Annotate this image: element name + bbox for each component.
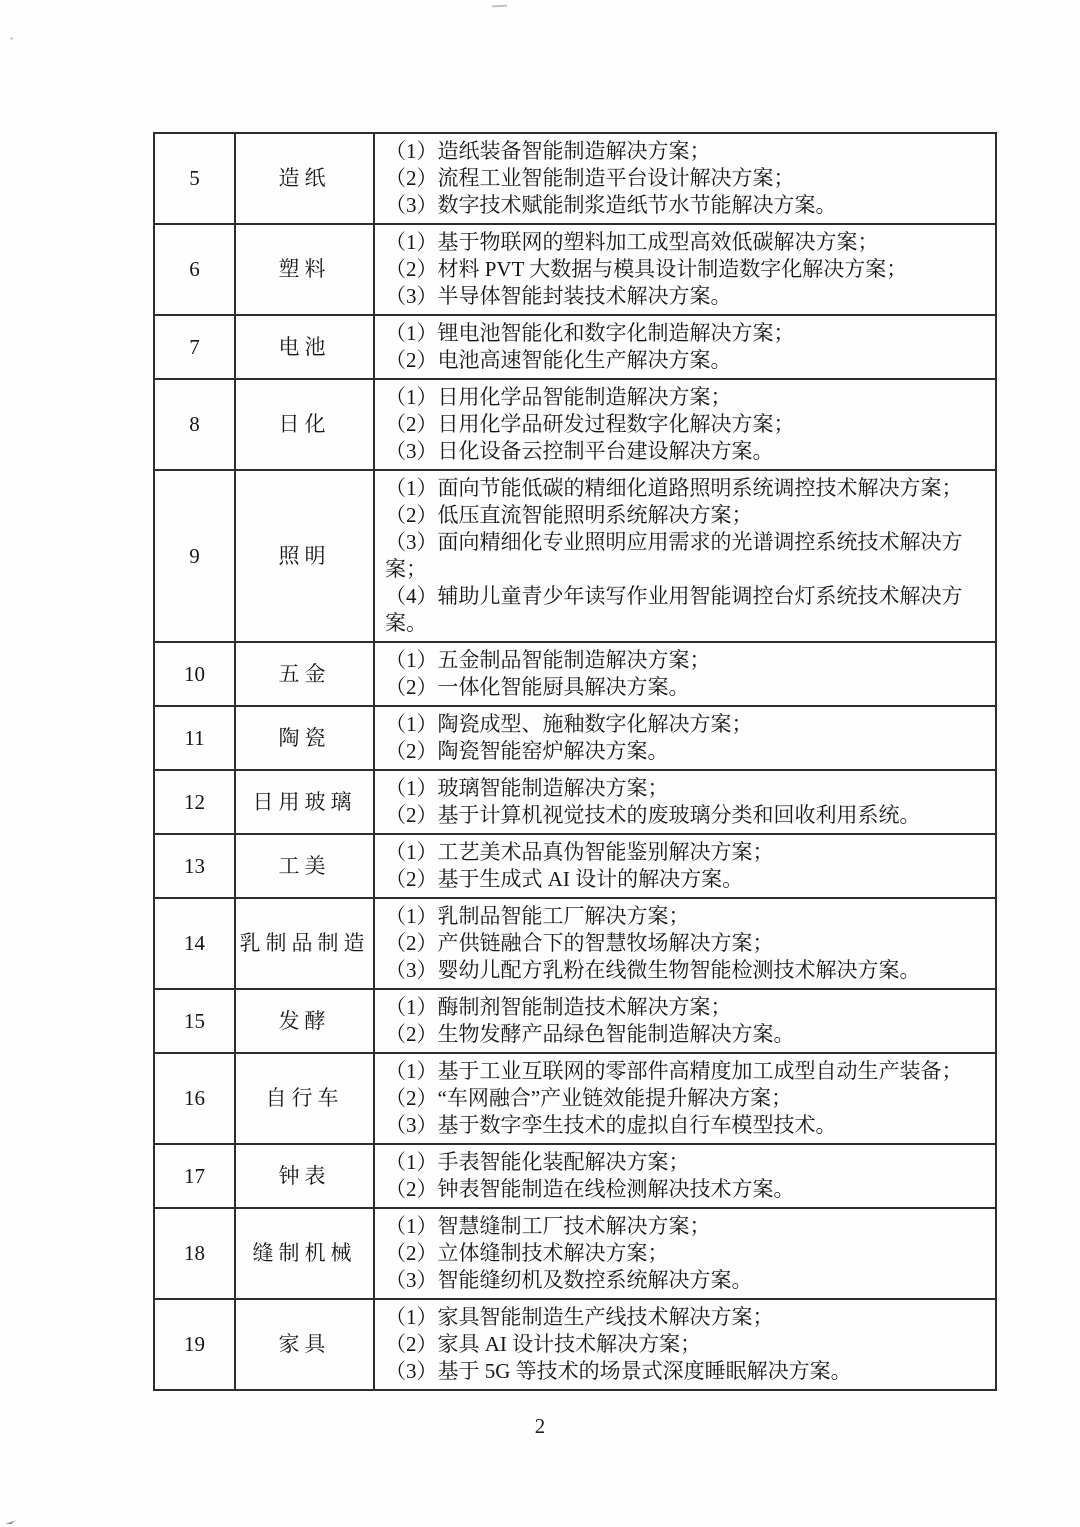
row-number: 12: [154, 770, 235, 834]
solution-item: （1）乳制品智能工厂解决方案；: [385, 904, 690, 928]
solution-item: （3）基于 5G 等技术的场景式深度睡眠解决方案。: [385, 1359, 852, 1383]
table-row: [154, 898, 996, 989]
row-number: 17: [154, 1144, 235, 1208]
solutions-table: [153, 132, 997, 1391]
table-row: [154, 470, 996, 642]
solution-item: （2）产供链融合下的智慧牧场解决方案；: [385, 931, 774, 955]
industry-category: 造纸: [235, 133, 374, 224]
solutions-cell: [374, 224, 996, 315]
solution-item: （2）“车网融合”产业链效能提升解决方案；: [385, 1086, 793, 1110]
industry-category: 钟表: [235, 1144, 374, 1208]
industry-category: 五金: [235, 642, 374, 706]
table-row: [154, 834, 996, 898]
solution-item: （1）陶瓷成型、施釉数字化解决方案；: [385, 712, 753, 736]
solutions-table-body: [154, 133, 996, 1390]
table-row: [154, 1053, 996, 1144]
table-row: [154, 224, 996, 315]
industry-category: 发酵: [235, 989, 374, 1053]
row-number: 16: [154, 1053, 235, 1144]
industry-category: 日用玻璃: [235, 770, 374, 834]
industry-category: 工美: [235, 834, 374, 898]
solutions-cell: [374, 989, 996, 1053]
table-row: [154, 642, 996, 706]
solution-item: （1）基于物联网的塑料加工成型高效低碳解决方案；: [385, 230, 879, 254]
row-number: 8: [154, 379, 235, 470]
solutions-cell: [374, 834, 996, 898]
industry-category: 陶瓷: [235, 706, 374, 770]
table-row: [154, 770, 996, 834]
solution-item: （3）面向精细化专业照明应用需求的光谱调控系统技术解决方案；: [385, 530, 963, 581]
row-number: 13: [154, 834, 235, 898]
solution-item: （1）日用化学品智能制造解决方案；: [385, 385, 732, 409]
solutions-cell: [374, 470, 996, 642]
page-number: 2: [534, 1414, 546, 1438]
industry-category: 日化: [235, 379, 374, 470]
row-number: 6: [154, 224, 235, 315]
table-row: [154, 989, 996, 1053]
table-row: [154, 1144, 996, 1208]
solution-item: （2）一体化智能厨具解决方案。: [385, 675, 690, 699]
industry-category: 家具: [235, 1299, 374, 1390]
solution-item: （2）流程工业智能制造平台设计解决方案；: [385, 166, 795, 190]
solutions-cell: [374, 706, 996, 770]
solution-item: （1）玻璃智能制造解决方案；: [385, 776, 669, 800]
row-number: 19: [154, 1299, 235, 1390]
solution-item: （1）家具智能制造生产线技术解决方案；: [385, 1305, 774, 1329]
table-row: [154, 379, 996, 470]
row-number: 9: [154, 470, 235, 642]
row-number: 10: [154, 642, 235, 706]
industry-category: 电池: [235, 315, 374, 379]
solution-item: （4）辅助儿童青少年读写作业用智能调控台灯系统技术解决方案。: [385, 584, 963, 635]
solution-item: （2）低压直流智能照明系统解决方案；: [385, 503, 753, 527]
solutions-cell: [374, 1208, 996, 1299]
solution-item: （1）手表智能化装配解决方案；: [385, 1150, 690, 1174]
scan-artifact-dot: [10, 37, 13, 40]
solution-item: （2）生物发酵产品绿色智能制造解决方案。: [385, 1022, 795, 1046]
table-row: [154, 133, 996, 224]
solution-item: （2）家具 AI 设计技术解决方案；: [385, 1332, 702, 1356]
solution-item: （2）材料 PVT 大数据与模具设计制造数字化解决方案；: [385, 257, 908, 281]
row-number: 15: [154, 989, 235, 1053]
solution-item: （2）陶瓷智能窑炉解决方案。: [385, 739, 669, 763]
solution-item: （2）钟表智能制造在线检测解决技术方案。: [385, 1177, 795, 1201]
table-row: [154, 1299, 996, 1390]
solutions-cell: [374, 379, 996, 470]
row-number: 7: [154, 315, 235, 379]
solution-item: （3）基于数字孪生技术的虚拟自行车模型技术。: [385, 1113, 837, 1137]
solution-item: （3）智能缝纫机及数控系统解决方案。: [385, 1268, 753, 1292]
solutions-cell: [374, 770, 996, 834]
solution-item: （2）电池高速智能化生产解决方案。: [385, 348, 732, 372]
row-number: 5: [154, 133, 235, 224]
row-number: 11: [154, 706, 235, 770]
solution-item: （1）面向节能低碳的精细化道路照明系统调控技术解决方案；: [385, 476, 963, 500]
solution-item: （1）造纸装备智能制造解决方案；: [385, 139, 711, 163]
solution-item: （3）数字技术赋能制浆造纸节水节能解决方案。: [385, 193, 837, 217]
table-row: [154, 706, 996, 770]
table-row: [154, 315, 996, 379]
solution-item: （3）婴幼儿配方乳粉在线微生物智能检测技术解决方案。: [385, 958, 921, 982]
industry-category: 缝制机械: [235, 1208, 374, 1299]
solution-item: （1）智慧缝制工厂技术解决方案；: [385, 1214, 711, 1238]
solution-item: （2）基于生成式 AI 设计的解决方案。: [385, 867, 744, 891]
solution-item: （1）锂电池智能化和数字化制造解决方案；: [385, 321, 795, 345]
solution-item: （1）基于工业互联网的零部件高精度加工成型自动生产装备；: [385, 1059, 963, 1083]
row-number: 14: [154, 898, 235, 989]
industry-category: 乳制品制造: [235, 898, 374, 989]
solution-item: （2）基于计算机视觉技术的废玻璃分类和回收利用系统。: [385, 803, 921, 827]
industry-category: 自行车: [235, 1053, 374, 1144]
scan-artifact-mark: [5, 1516, 16, 1524]
industry-category: 照明: [235, 470, 374, 642]
solutions-cell: [374, 315, 996, 379]
solutions-cell: [374, 133, 996, 224]
solution-item: （1）五金制品智能制造解决方案；: [385, 648, 711, 672]
solutions-cell: [374, 1053, 996, 1144]
solutions-cell: [374, 898, 996, 989]
solution-item: （2）立体缝制技术解决方案；: [385, 1241, 669, 1265]
solution-item: （1）酶制剂智能制造技术解决方案；: [385, 995, 732, 1019]
solutions-cell: [374, 642, 996, 706]
solution-item: （3）半导体智能封装技术解决方案。: [385, 284, 732, 308]
scan-artifact-dash: [492, 5, 507, 8]
solutions-cell: [374, 1144, 996, 1208]
row-number: 18: [154, 1208, 235, 1299]
solution-item: （1）工艺美术品真伪智能鉴别解决方案；: [385, 840, 774, 864]
solution-item: （3）日化设备云控制平台建设解决方案。: [385, 439, 774, 463]
industry-category: 塑料: [235, 224, 374, 315]
solution-item: （2）日用化学品研发过程数字化解决方案；: [385, 412, 795, 436]
solutions-cell: [374, 1299, 996, 1390]
table-row: [154, 1208, 996, 1299]
